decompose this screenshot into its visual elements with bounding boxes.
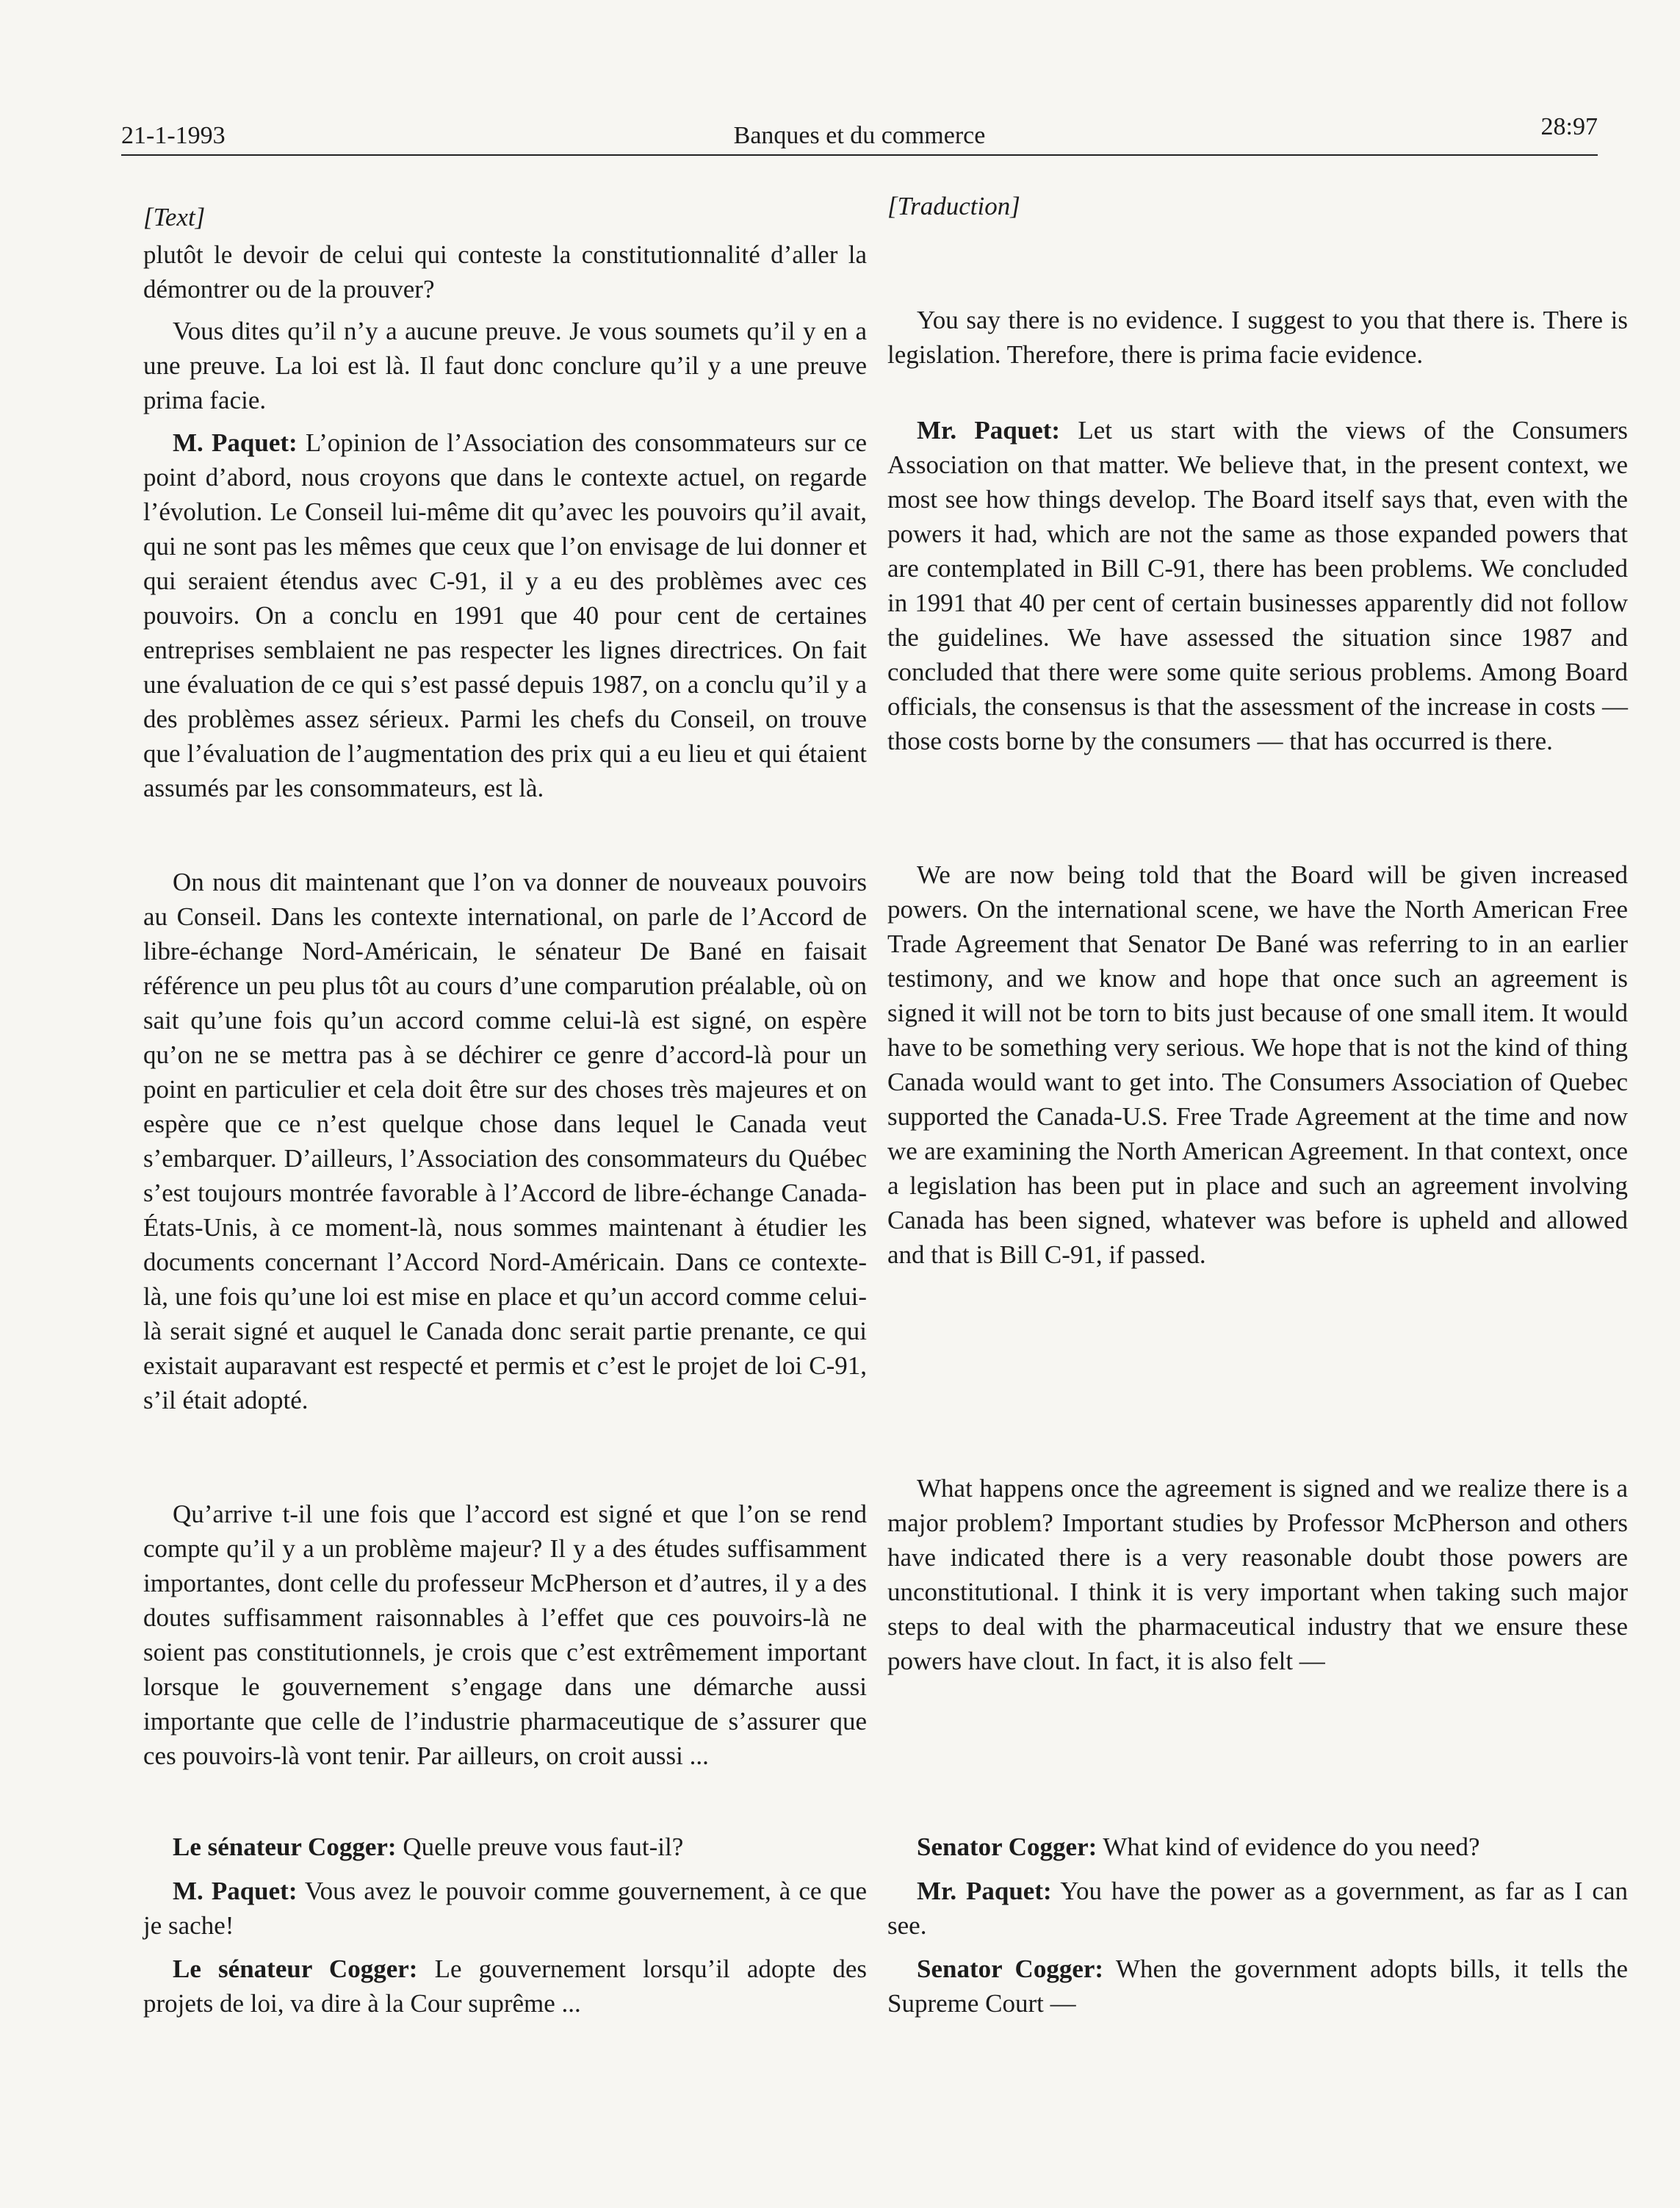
left-block-3 [143, 425, 867, 805]
header-title: Banques et du commerce [733, 122, 986, 149]
right-paragraph-7 [887, 1874, 1628, 1943]
right-block-2 [887, 303, 1628, 372]
speaker-label: Mr. Paquet: [917, 416, 1061, 445]
right-paragraph-5: What happens once the agreement is signed and we realize there is a major problem? Important studies by Professor McPherson and others have indicated there is a very reasonable doubt those powers are unconstitutional. I think it is very important when taking such major steps to deal with the pharmaceutical industry that we ensure these powers have clout. In fact, it is also felt — [887, 1474, 1628, 1675]
traduction-marker: [Traduction] [887, 192, 1020, 220]
speaker-label: M. Paquet: [173, 1877, 298, 1905]
right-block-5 [887, 1471, 1628, 1678]
right-block-3 [887, 413, 1628, 758]
left-block-7 [143, 1874, 867, 1943]
left-paragraph-7 [143, 1874, 867, 1943]
speaker-label: Le sénateur Cogger: [173, 1955, 418, 1983]
left-paragraph-5: Qu’arrive t-il une fois que l’accord est signé et que l’on se rend compte qu’il y a un problème majeur? Il y a des études suffisamment importantes, dont celle du professeur McPherson et d’autres, il y a des doutes suffisamment raisonnables à l’effet que ces pouvoirs-là ne soient pas constitutionnels, je crois que c’est extrêmement important lorsque le gouvernement s’engage dans une démarche aussi importante que celle de l’industrie pharmaceutique de s’assurer que ces pouvoirs-là vont tenir. Par ailleurs, on croit aussi ... [143, 1500, 867, 1770]
right-block-8 [887, 1952, 1628, 2021]
speech-text: When the government adopts bills, it tells the Supreme Court — [887, 1955, 1628, 2018]
header-date: 21-1-1993 [121, 122, 226, 149]
left-block-8 [143, 1952, 867, 2021]
speech-text: Le gouvernement lorsqu’il adopte des projets de loi, va dire à la Cour suprême ... [143, 1955, 867, 2018]
left-paragraph-3 [143, 425, 867, 805]
left-paragraph-2: Vous dites qu’il n’y a aucune preuve. Je vous soumets qu’il y en a une preuve. La loi est là. Il faut donc conclure qu’il y a une preuve prima facie. [143, 317, 867, 414]
right-block-6 [887, 1830, 1628, 1864]
right-paragraph-3 [887, 413, 1628, 758]
right-paragraph-4: We are now being told that the Board will be given increased powers. On the international scene, we have the North American Free Trade Agreement that Senator De Bané was referring to in an earlier testimony, and we know and hope that once such an agreement is signed it will not be torn to bits just because of one small item. It would have to be something very serious. We hope that is not the kind of thing Canada would want to get into. The Consumers Association of Quebec supported the Canada-U.S. Free Trade Agreement at the time and now we are examining the North American Agreement. In that context, once a legislation has been put in place and such an agreement involving Canada has been signed, whatever was before is upheld and allowed and that is Bill C-91, if passed. [887, 860, 1628, 1269]
speech-text: Let us start with the views of the Consumers Association on that matter. We believe that, in the present context, we most see how things develop. The Board itself says that, even with the powers it had, which are not the same as those expanded powers that are contemplated in Bill C-91, there has been problems. We concluded in 1991 that 40 per cent of certain businesses apparently did not follow the guidelines. We have assessed the situation since 1987 and concluded that there were some quite serious problems. Among Board officials, the consensus is that the assessment of the increase in costs — those costs borne by the consumers — that has occurred is there. [887, 416, 1628, 755]
left-paragraph-4: On nous dit maintenant que l’on va donner de nouveaux pouvoirs au Conseil. Dans les contexte international, on parle de l’Accord de libre-échange Nord-Américain, le sénateur De Bané en faisait référence un peu plus tôt au cours d’une comparution préalable, où on sait qu’une fois qu’un accord comme celui-là est signé, on espère qu’on ne se mettra pas à se déchirer ce genre d’accord-là pour un point en particulier et cela doit être sur des choses très majeures et on espère que ce n’est quelque chose dans lequel le Canada veut s’embarquer. D’ailleurs, l’Association des consommateurs du Québec s’est toujours montrée favorable à l’Accord de libre-échange Canada-États-Unis, à ce moment-là, nous sommes maintenant à étudier les documents concernant l’Accord Nord-Américain. Dans ce contexte-là, une fois qu’une loi est mise en place et qu’un accord comme celui-là serait signé et auquel le Canada donc serait partie prenante, ce qui existait auparavant est respecté et permis et c’est le projet de loi C-91, s’il était adopté. [143, 868, 867, 1414]
right-block-4 [887, 857, 1628, 1272]
speech-text: Quelle preuve vous faut-il? [396, 1833, 684, 1861]
right-block-7 [887, 1874, 1628, 1943]
speaker-label: Mr. Paquet: [917, 1877, 1052, 1905]
right-block-1 [887, 189, 1628, 226]
right-paragraph-8 [887, 1952, 1628, 2021]
left-block-1 [143, 200, 867, 306]
left-paragraph-6 [143, 1830, 867, 1864]
speech-text: L’opinion de l’Association des consommateurs sur ce point d’abord, nous croyons que dans le contexte actuel, on regarde l’évolution. Le Conseil lui-même dit qu’avec les pouvoirs qu’il avait, qui ne sont pas les mêmes que ceux que l’on envisage de lui donner et qui seraient étendus avec C-91, il y a eu des problèmes avec ces pouvoirs. On a conclu en 1991 que 40 pour cent de certaines entreprises semblaient ne pas respecter les lignes directrices. On fait une évaluation de ce qui s’est passé depuis 1987, on a conclu qu’il y a des problèmes assez sérieux. Parmi les chefs du Conseil, on trouve que l’évaluation de l’augmentation des prix qui a eu lieu et qui étaient assumés par les consommateurs, est là. [143, 428, 867, 802]
speaker-label: M. Paquet: [173, 428, 298, 457]
text-marker: [Text] [143, 203, 206, 231]
left-block-6 [143, 1830, 867, 1864]
speaker-label: Senator Cogger: [917, 1955, 1104, 1983]
right-paragraph-6 [887, 1830, 1628, 1864]
speech-text: Vous avez le pouvoir comme gouvernement, à ce que je sache! [143, 1877, 867, 1940]
left-paragraph-1: plutôt le devoir de celui qui conteste la constitutionnalité d’aller la démontrer ou de la prouver? [143, 240, 867, 303]
speaker-label: Senator Cogger: [917, 1833, 1097, 1861]
speaker-label: Le sénateur Cogger: [173, 1833, 397, 1861]
left-block-4 [143, 865, 867, 1417]
right-paragraph-2: You say there is no evidence. I suggest to you that there is. There is legislation. Therefore, there is prima facie evidence. [887, 306, 1628, 369]
left-paragraph-8 [143, 1952, 867, 2021]
speech-text: You have the power as a government, as far as I can see. [887, 1877, 1629, 1940]
left-block-2 [143, 314, 867, 417]
running-header [121, 110, 1598, 156]
left-block-5 [143, 1497, 867, 1773]
page-number: 28:97 [1540, 113, 1598, 140]
speech-text: What kind of evidence do you need? [1097, 1833, 1480, 1861]
